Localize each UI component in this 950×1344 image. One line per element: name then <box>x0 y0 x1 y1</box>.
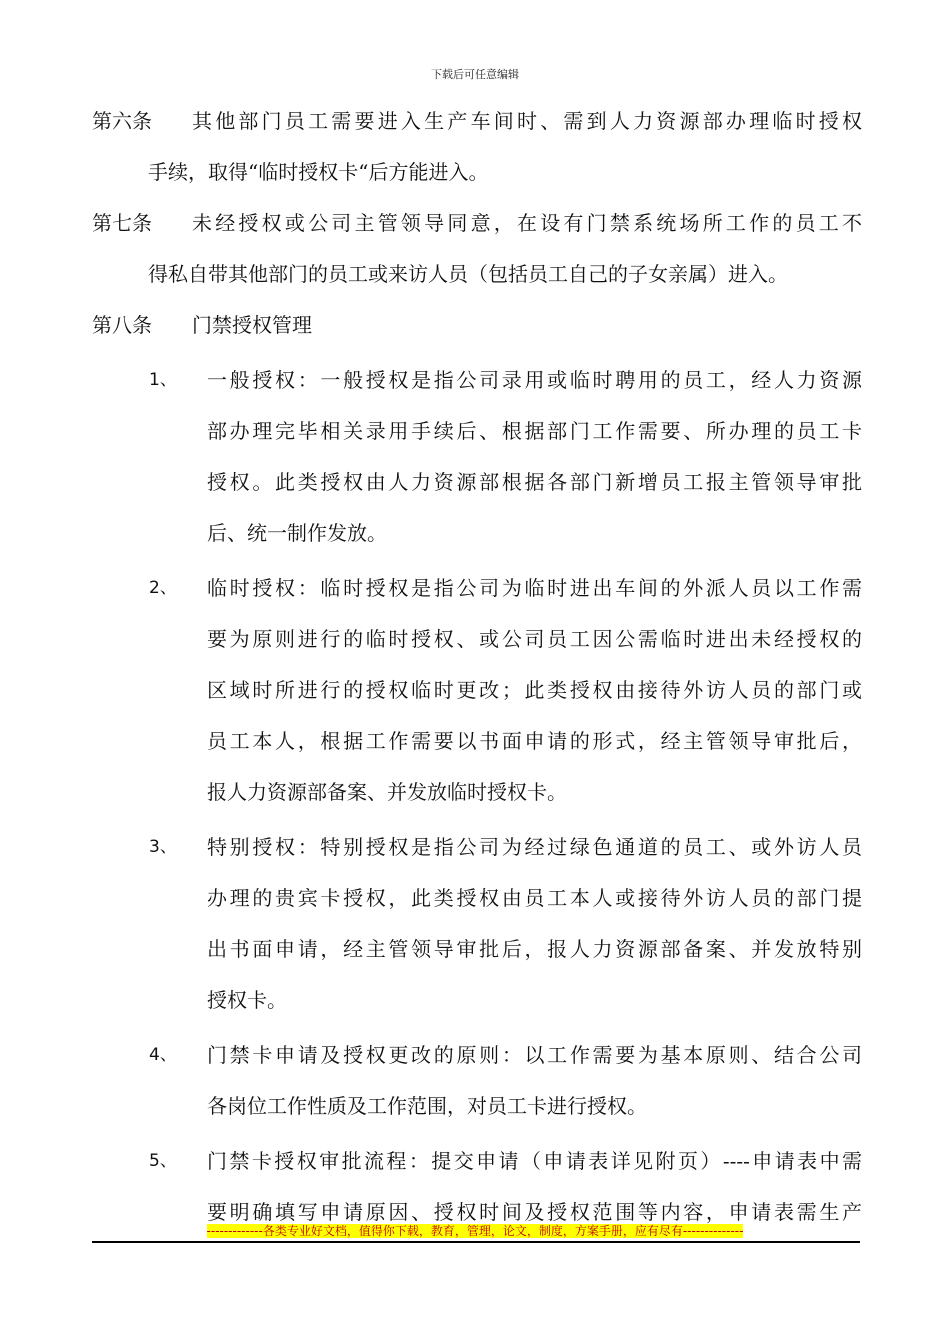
item-line: 门禁卡申请及授权更改的原则：以工作需要为基本原则、结合公司 <box>207 1043 862 1067</box>
article-label: 第七条 <box>92 211 152 235</box>
list-item <box>92 1030 862 1132</box>
item-list <box>92 355 862 1238</box>
list-item <box>92 355 862 559</box>
footer-banner <box>0 1222 950 1239</box>
item-line: 授权卡。 <box>207 988 287 1012</box>
item-line: 临时授权：临时授权是指公司为临时进出车间的外派人员以工作需 <box>207 576 862 600</box>
footer-divider <box>92 1241 860 1243</box>
footer-text: -------------各类专业好文档，值得你下载，教育，管理，论文，制度，方案手册，应有尽有-------------- <box>206 1224 744 1238</box>
item-line: 门禁卡授权审批流程：提交申请（申请表详见附页）----申请表中需 <box>207 1149 862 1173</box>
item-line: 一般授权：一般授权是指公司录用或临时聘用的员工，经人力资源 <box>207 368 862 392</box>
item-number: 5、 <box>149 1151 177 1171</box>
list-item <box>92 563 862 818</box>
article-6 <box>92 96 862 198</box>
item-line: 出书面申请，经主管领导审批后，报人力资源部备案、并发放特别 <box>207 937 862 961</box>
article-text-cont: 手续，取得“临时授权卡“后方能进入。 <box>148 160 489 184</box>
item-line: 要为原则进行的临时授权、或公司员工因公需临时进出未经授权的 <box>207 627 862 651</box>
item-line: 各岗位工作性质及工作范围，对员工卡进行授权。 <box>207 1094 647 1118</box>
article-text: 其他部门员工需要进入生产车间时、需到人力资源部办理临时授权 <box>192 109 862 133</box>
article-text: 门禁授权管理 <box>192 313 312 337</box>
item-line: 要明确填写申请原因、授权时间及授权范围等内容，申请表需生产 <box>207 1200 862 1224</box>
article-7 <box>92 198 862 300</box>
item-line: 后、统一制作发放。 <box>207 521 387 545</box>
list-item <box>92 822 862 1026</box>
item-line: 办理的贵宾卡授权，此类授权由员工本人或接待外访人员的部门提 <box>207 886 862 910</box>
item-number: 1、 <box>149 370 177 390</box>
article-label: 第八条 <box>92 313 152 337</box>
item-number: 3、 <box>149 837 177 857</box>
item-line: 部办理完毕相关录用手续后、根据部门工作需要、所办理的员工卡 <box>207 419 862 443</box>
article-text-cont: 得私自带其他部门的员工或来访人员（包括员工自己的子女亲属）进入。 <box>148 262 788 286</box>
item-number: 4、 <box>149 1045 177 1065</box>
article-label: 第六条 <box>92 109 152 133</box>
article-8 <box>92 300 862 351</box>
item-line: 报人力资源部备案、并发放临时授权卡。 <box>207 780 567 804</box>
item-line: 区域时所进行的授权临时更改；此类授权由接待外访人员的部门或 <box>207 678 862 702</box>
document-body <box>92 96 862 1238</box>
item-line: 特别授权：特别授权是指公司为经过绿色通道的员工、或外访人员 <box>207 835 862 859</box>
item-line: 授权。此类授权由人力资源部根据各部门新增员工报主管领导审批 <box>207 470 862 494</box>
page-header: 下载后可任意编辑 <box>431 68 519 81</box>
article-text: 未经授权或公司主管领导同意，在设有门禁系统场所工作的员工不 <box>192 211 862 235</box>
item-line: 员工本人，根据工作需要以书面申请的形式，经主管领导审批后， <box>207 729 862 753</box>
item-number: 2、 <box>149 578 177 598</box>
